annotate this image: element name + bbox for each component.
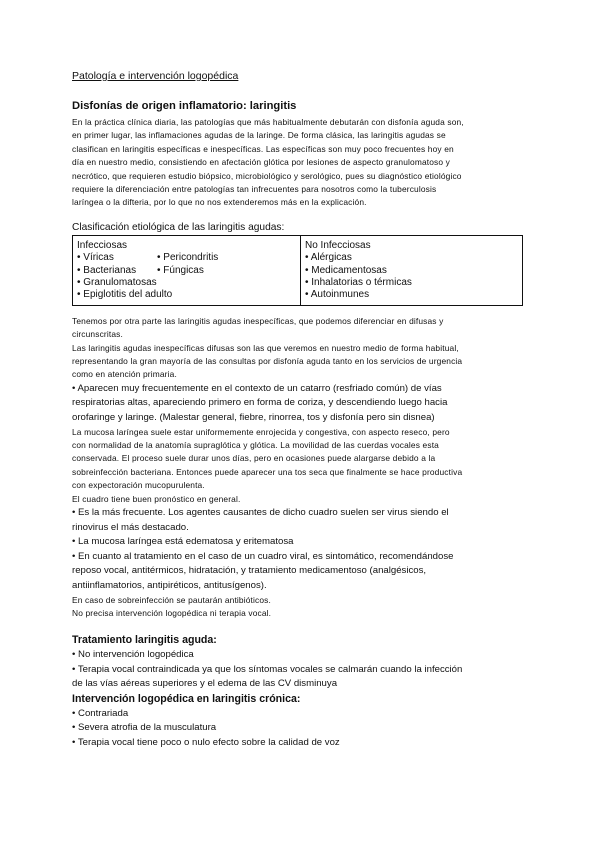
chronic-title: Intervención logopédica en laringitis crónica:: [72, 693, 301, 706]
body-line: orofaringe y laringe. (Malestar general, fiebre, rinorrea, tos y disfonía pero sin disnea): [72, 412, 435, 424]
treatment-line: • Terapia vocal contraindicada ya que los síntomas vocales se calmarán cuando la infección: [72, 663, 463, 675]
chronic-line: • Severa atrofia de la musculatura: [72, 722, 217, 734]
table-item: • Medicamentosas: [305, 264, 387, 276]
intro-line: requiere la diferenciación entre patologías tan infrecuentes para nosotros como la tuberculosis: [72, 184, 437, 195]
intro-line: clasifican en laringitis específicas e inespecíficas. Las específicas son muy poco frecuentes hoy en: [72, 143, 454, 154]
table-item: • Epiglotitis del adulto: [77, 289, 173, 301]
table-item: • Granulomatosas: [77, 277, 157, 289]
table-item: • Pericondritis: [157, 252, 219, 264]
table-item: • Víricas: [77, 252, 114, 264]
col-heading: No Infecciosas: [305, 239, 371, 251]
table-item: • Inhalatorias o térmicas: [305, 277, 412, 289]
body-line: • En cuanto al tratamiento en el caso de un cuadro viral, es sintomático, recomendándose: [72, 550, 454, 562]
intro-line: en primer lugar, las inflamaciones agudas de la laringe. De forma clásica, las laringitis agudas se: [72, 130, 446, 141]
table-col-infecciosas: [73, 236, 301, 305]
body-line: como en atención primaria.: [72, 369, 177, 380]
table-col-no-infecciosas: [301, 236, 522, 305]
body-line: respiratorias altas, apareciendo primero en forma de coriza, y descendiendo luego hacia: [72, 397, 448, 409]
chronic-line: • Contrariada: [72, 707, 129, 719]
section-title: Disfonías de origen inflamatorio: laringitis: [72, 100, 297, 112]
document-page: [72, 70, 530, 751]
body-line: Tenemos por otra parte las laringitis agudas inespecíficas, que podemos diferenciar en difusas y: [72, 315, 444, 326]
table-item: • Bacterianas: [77, 264, 137, 276]
classification-table: [72, 235, 523, 306]
body-line: circunscritas.: [72, 329, 123, 340]
body-line: reposo vocal, antitérmicos, hidratación, y tratamiento medicamentoso (analgésicos,: [72, 565, 427, 577]
body-text: [72, 315, 530, 621]
body-line: rinovirus el más destacado.: [72, 521, 189, 533]
body-line: La mucosa laríngea suele estar uniformemente enrojecida y congestiva, con aspecto reseco, pero: [72, 426, 450, 437]
intro-paragraph: [72, 116, 530, 210]
intro-line: En la práctica clínica diaria, las patologías que más habitualmente debutarán con disfonía aguda son,: [72, 117, 464, 127]
intro-line: necrótico, que requieren estudio biópsico, microbiológico y serológico, pues su diagnóstico etiológico: [72, 170, 462, 181]
body-line: con normalidad de la anatomía supraglótica y glótica. La movilidad de las cuerdas vocales esta: [72, 440, 439, 451]
col-heading: Infecciosas: [77, 239, 128, 251]
body-line: con expectoración mucopurulenta.: [72, 480, 205, 491]
body-line: En caso de sobreinfección se pautarán antibióticos.: [72, 594, 271, 605]
body-line: • Aparecen muy frecuentemente en el contexto de un catarro (resfriado común) de vías: [72, 382, 442, 394]
table-title: Clasificación etiológica de las laringitis agudas:: [72, 221, 285, 233]
body-line: • La mucosa laríngea está edematosa y eritematosa: [72, 536, 294, 548]
treatment-line: • No intervención logopédica: [72, 649, 194, 661]
body-line: sobreinfección bacteriana. Entonces puede aparecer una tos seca que finalmente se hace productiva: [72, 466, 463, 477]
body-line: • Es la más frecuente. Los agentes causantes de dicho cuadro suelen ser virus siendo el: [72, 507, 449, 519]
body-line: El cuadro tiene buen pronóstico en general.: [72, 493, 241, 504]
body-line: No precisa intervención logopédica ni terapia vocal.: [72, 608, 272, 619]
table-item: • Fúngicas: [157, 264, 204, 276]
treatment-title: Tratamiento laringitis aguda:: [72, 634, 217, 647]
treatment-line: de las vías aéreas superiores y el edema de las CV disminuya: [72, 678, 338, 690]
intro-line: laríngea o la difteria, por lo que no nos extenderemos más en la explicación.: [72, 197, 367, 208]
intro-line: día en nuestro medio, consistiendo en afectación glótica por lesiones de aspecto granulomatoso y: [72, 157, 451, 168]
body-line: representando la gran mayoría de las consultas por disfonía aguda tanto en los servicios de urgencia: [72, 356, 463, 367]
chronic-line: • Terapia vocal tiene poco o nulo efecto sobre la calidad de voz: [72, 737, 340, 749]
page-header: Patología e intervención logopédica: [72, 70, 239, 82]
body-line: conservada. El proceso suele durar unos días, pero en ocasiones puede alargarse debido a la: [72, 453, 436, 464]
body-line: antiinflamatorios, antipiréticos, antitusígenos).: [72, 580, 267, 592]
body-line: Las laringitis agudas inespecíficas difusas son las que veremos en nuestro medio de forma habitual,: [72, 342, 459, 353]
table-item: • Autoinmunes: [305, 289, 370, 301]
table-item: • Alérgicas: [305, 252, 352, 264]
